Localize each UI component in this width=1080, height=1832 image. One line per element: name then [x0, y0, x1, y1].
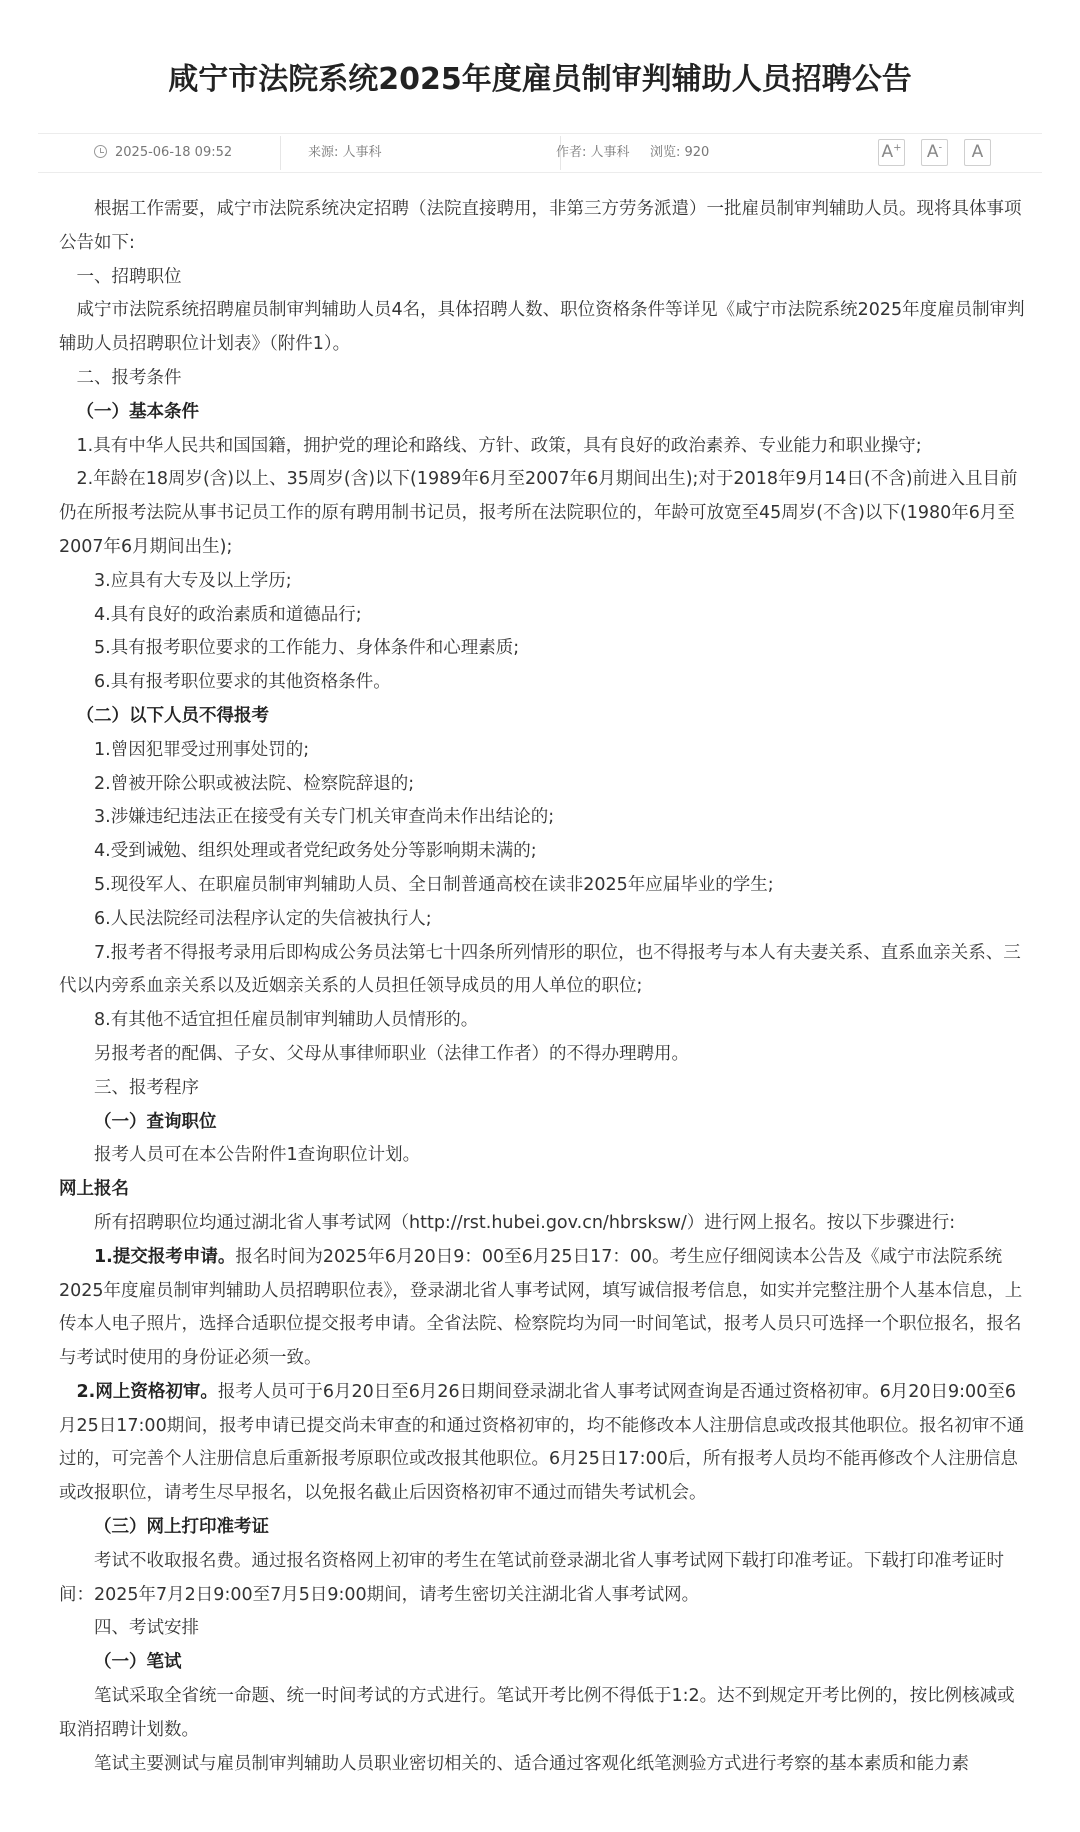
paragraph: 另报考者的配偶、子女、父母从事律师职业（法律工作者）的不得办理聘用。: [94, 1043, 689, 1064]
list-item: 3.涉嫌违纪违法正在接受有关专门机关审查尚未作出结论的;: [94, 807, 555, 828]
meta-divider: [280, 136, 281, 170]
publish-date-text: 2025-06-18 09:52: [115, 145, 233, 160]
list-item: 2.年龄在18周岁(含)以上、35周岁(含)以下(1989年6月至2007年6月期间出生);对于2018年9月14日(不含)前进入且目前仍在所报考法院从事书记员工作的原有聘用制书记员，报考所在法院职位的，年龄可放宽至45周岁(不含)以下(1980年6月至2007年6月期间出生);: [59, 469, 1018, 557]
list-item: 6.具有报考职位要求的其他资格条件。: [94, 672, 391, 693]
minus-icon: -: [938, 142, 943, 154]
paragraph: 考试不收取报名费。通过报名资格网上初审的考生在笔试前登录湖北省人事考试网下载打印准考证。下载打印准考证时间：2025年7月2日9:00至7月5日9:00期间，请考生密切关注湖北省人事考试网。: [59, 1550, 1004, 1605]
list-item: 4.具有良好的政治素质和道德品行;: [94, 604, 362, 625]
subsection-heading: （一）查询职位: [94, 1111, 217, 1132]
step-paragraph: [59, 1376, 1025, 1511]
font-size-default-button[interactable]: A: [964, 139, 991, 166]
paragraph: 咸宁市法院系统招聘雇员制审判辅助人员4名，具体招聘人数、职位资格条件等详见《咸宁市法院系统2025年度雇员制审判辅助人员招聘职位计划表》（附件1）。: [59, 300, 1025, 355]
paragraph: 报考人员可在本公告附件1查询职位计划。: [94, 1145, 421, 1166]
subsection-heading: （一）基本条件: [76, 401, 199, 422]
publish-date: [94, 134, 232, 172]
section-heading: 二、报考条件: [76, 367, 182, 388]
subsection-heading: （一）笔试: [94, 1652, 182, 1673]
section-heading: 四、考试安排: [94, 1618, 199, 1639]
list-item: 3.应具有大专及以上学历;: [94, 570, 292, 591]
list-item: 8.有其他不适宜担任雇员制审判辅助人员情形的。: [94, 1010, 479, 1031]
list-item: 4.受到诫勉、组织处理或者党纪政务处分等影响期未满的;: [94, 841, 537, 862]
view-count: 浏览: 920: [650, 145, 710, 160]
font-size-decrease-button[interactable]: A-: [921, 139, 948, 166]
step-text: 报考人员可于6月20日至6月26日期间登录湖北省人事考试网查询是否通过资格初审。6月20日9:00至6月25日17:00期间，报考申请已提交尚未审查的和通过资格初审的，均不能修改本人注册信息或改报其他职位。报名初审不通过的，可完善个人注册信息后重新报考原职位或改报其他职位。6月25日17:00后，所有报考人员均不能再修改个人注册信息或改报职位，请考生尽早报名，以免报名截止后因资格初审不通过而错失考试机会。: [59, 1381, 1025, 1504]
step-paragraph: [59, 1241, 1025, 1376]
list-item: 1.曾因犯罪受过刑事处罚的;: [94, 739, 310, 760]
step-title: 2.网上资格初审。: [76, 1381, 218, 1402]
article-meta-bar: [38, 133, 1042, 173]
list-item: 6.人民法院经司法程序认定的失信被执行人;: [94, 908, 432, 929]
step-title: 1.提交报考申请。: [94, 1246, 236, 1267]
paragraph: 笔试主要测试与雇员制审判辅助人员职业密切相关的、适合通过客观化纸笔测验方式进行考察的基本素质和能力素: [94, 1753, 969, 1774]
paragraph: 根据工作需要，咸宁市法院系统决定招聘（法院直接聘用，非第三方劳务派遣）一批雇员制审判辅助人员。现将具体事项公告如下:: [59, 199, 1022, 253]
list-item: 5.现役军人、在职雇员制审判辅助人员、全日制普通高校在读非2025年应届毕业的学生;: [94, 874, 774, 895]
paragraph: 笔试采取全省统一命题、统一时间考试的方式进行。笔试开考比例不得低于1:2。达不到规定开考比例的，按比例核减或取消招聘计划数。: [59, 1686, 1015, 1740]
article-author: 作者: 人事科: [556, 145, 630, 160]
article-body: [59, 193, 1025, 1781]
plus-icon: +: [893, 142, 902, 154]
clock-icon: [94, 145, 107, 158]
article-source: 来源: 人事科: [308, 145, 382, 160]
section-heading: 一、招聘职位: [76, 266, 182, 287]
list-item: 1.具有中华人民共和国国籍，拥护党的理论和路线、方针、政策，具有良好的政治素养、专业能力和职业操守;: [76, 435, 922, 456]
list-item: 7.报考者不得报考录用后即构成公务员法第七十四条所列情形的职位，也不得报考与本人有夫妻关系、直系血亲关系、三代以内旁系血亲关系以及近姻亲关系的人员担任领导成员的用人单位的职位;: [59, 942, 1021, 997]
paragraph: 所有招聘职位均通过湖北省人事考试网（http://rst.hubei.gov.cn/hbrsksw/）进行网上报名。按以下步骤进行:: [94, 1212, 956, 1233]
font-size-increase-button[interactable]: A+: [878, 139, 905, 166]
subsection-heading: （三）网上打印准考证: [94, 1517, 269, 1538]
list-item: 2.曾被开除公职或被法院、检察院辞退的;: [94, 773, 415, 794]
step-text: 报名时间为2025年6月20日9：00至6月25日17：00。考生应仔细阅读本公告及《咸宁市法院系统2025年度雇员制审判辅助人员招聘职位表》，登录湖北省人事考试网，填写诚信报考信息，如实并完整注册个人基本信息，上传本人电子照片，选择合适职位提交报考申请。全省法院、检察院均为同一时间笔试，报考人员只可选择一个职位报名，报名与考试时使用的身份证必须一致。: [59, 1246, 1023, 1369]
subsection-heading: （二）以下人员不得报考: [76, 705, 269, 726]
section-heading: 三、报考程序: [94, 1077, 199, 1098]
subsection-heading: 网上报名: [59, 1179, 129, 1200]
article-title: 咸宁市法院系统2025年度雇员制审判辅助人员招聘公告: [168, 62, 912, 97]
list-item: 5.具有报考职位要求的工作能力、身体条件和心理素质;: [94, 638, 520, 659]
